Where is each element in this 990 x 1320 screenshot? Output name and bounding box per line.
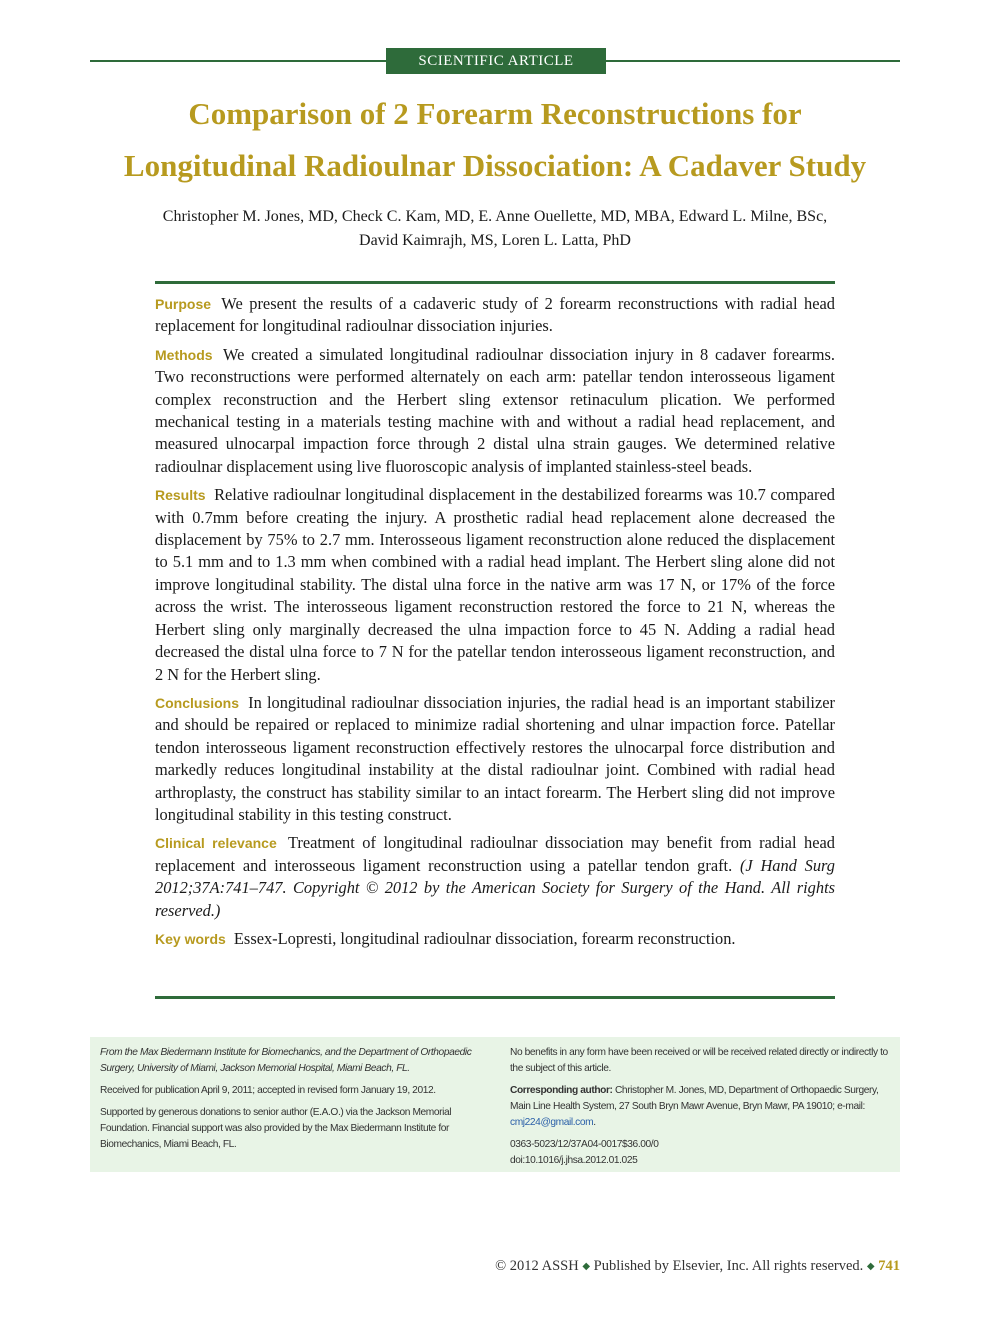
results-text: Relative radioulnar longitudinal displacement in the destabilized forearms was 10.7 compared with 0.7mm before creating the injury. A prosthetic radial head replacement alone decreased the displacement by 75% to 2.7 mm. Interosseous ligament reconstruction alone reduced the displacement to 5.1 mm and to 1.3 mm when combined with a radial head implant. The Herbert sling alone did not improve longitudinal stability. The distal ulna force in the native arm was 17 N, or 17% of the force across the wrist. The interosseous ligament reconstruction restored the force to 21 N, whereas the Herbert sling only marginally decreased the ulna impaction force to 45 N. Adding a radial head decreased the distal ulna force to 7 N for the patellar tendon interosseous ligament reconstruction, and 2 N for the Herbert sling. xyxy=(155,485,835,684)
footnote-left-column xyxy=(100,1045,480,1159)
purpose-text: We present the results of a cadaveric study of 2 forearm reconstructions with radial head replacement for longitudinal radioulnar dissociation injuries. xyxy=(155,294,835,336)
support-note: Supported by generous donations to senior author (E.A.O.) via the Jackson Memorial Foundation. Financial support was also provided by the Max Biedermann Institute for Biomechanics, Miami Beach, FL. xyxy=(100,1107,452,1150)
issn-text: 0363-5023/12/37A04-0017$36.00/0 xyxy=(510,1139,659,1150)
abstract-bottom-rule xyxy=(155,996,835,999)
benefits-note: No benefits in any form have been received or will be received related directly or indirectly to the subject of this article. xyxy=(510,1047,888,1074)
corresponding-text: Christopher M. Jones, MD, Department of Orthopaedic Surgery, Main Line Health System, 27 South Bryn Mawr Avenue, Bryn Mawr, PA 19010; e-mail: xyxy=(510,1085,879,1112)
conclusions-text: In longitudinal radioulnar dissociation injuries, the radial head is an important stabilizer and should be repaired or replaced to minimize radial shortening and ulnar impaction force. Patellar tendon interosseous ligament reconstruction effectively restores the ulnocarpal force distribution and markedly reduces longitudinal instability at the distal radioulnar joint. Combined with radial head arthroplasty, the construct has stability similar to an intact forearm. The Herbert sling did not improve longitudinal stability in this testing construct. xyxy=(155,692,835,824)
corresponding-note: Corresponding author: Christopher M. Jones, MD, Department of Orthopaedic Surgery, Main Line Health System, 27 South Bryn Mawr Avenue, Bryn Mawr, PA 19010; e-mail: cmj224@gmail.com. xyxy=(510,1085,879,1128)
article-title xyxy=(60,88,930,192)
footnote-box xyxy=(90,1037,900,1172)
section-badge: SCIENTIFIC ARTICLE xyxy=(386,48,606,74)
authors-line-1: Christopher M. Jones, MD, Check C. Kam, MD, E. Anne Ouellette, MD, MBA, Edward L. Milne, BSc, xyxy=(162,208,828,225)
results-label: Results xyxy=(155,487,206,504)
abstract xyxy=(155,293,835,956)
abstract-methods xyxy=(155,344,835,478)
authors-line-2: David Kaimrajh, MS, Loren L. Latta, PhD xyxy=(359,232,631,249)
copyright-text: © 2012 ASSH xyxy=(495,1258,579,1274)
footnote-right-column xyxy=(510,1045,892,1175)
issn-doi-note xyxy=(510,1137,892,1169)
email-link[interactable]: cmj224@gmail.com xyxy=(510,1117,594,1128)
abstract-clinical-relevance xyxy=(155,832,835,922)
abstract-keywords xyxy=(155,928,835,950)
corresponding-label: Corresponding author: xyxy=(510,1085,613,1096)
citation-text: (J Hand Surg 2012;37A:741–747. Copyright © 2012 by the American Society for Surgery of the Hand. All rights reserved.) xyxy=(155,855,835,920)
page-number: 741 xyxy=(878,1258,900,1274)
abstract-purpose xyxy=(155,293,835,338)
author-list xyxy=(90,205,900,253)
keywords-text: Essex-Lopresti, longitudinal radioulnar dissociation, forearm reconstruction. xyxy=(233,928,736,948)
received-note: Received for publication April 9, 2011; accepted in revised form January 19, 2012. xyxy=(100,1085,436,1096)
diamond-separator-icon: ◆ xyxy=(582,1261,591,1273)
keywords-label: Key words xyxy=(155,930,226,947)
methods-text: We created a simulated longitudinal radioulnar dissociation injury in 8 cadaver forearms. Two reconstructions were performed alternately on each arm: patellar tendon interosseous ligament complex reconstruction and the Herbert sling extensor retinaculum plication. We performed mechanical testing in a materials testing machine with and without a radial head replacement, and measured ulnocarpal impaction force through 2 distal ulna strain gauges. We determined relative radioulnar displacement using live fluoroscopic analysis of implanted stainless-steel beads. xyxy=(155,344,835,476)
abstract-results xyxy=(155,484,835,686)
abstract-conclusions xyxy=(155,692,835,826)
title-line-2: Longitudinal Radioulnar Dissociation: A Cadaver Study xyxy=(123,148,867,183)
doi-text: doi:10.1016/j.jhsa.2012.01.025 xyxy=(510,1155,638,1166)
abstract-top-rule xyxy=(155,281,835,284)
copyright-line xyxy=(495,1258,900,1275)
affiliation-note: From the Max Biedermann Institute for Biomechanics, and the Department of Orthopaedic Surgery, University of Miami, Jackson Memorial Hospital, Miami Beach, FL. xyxy=(100,1047,472,1074)
conclusions-label: Conclusions xyxy=(155,694,240,711)
methods-label: Methods xyxy=(155,346,213,363)
publisher-text: Published by Elsevier, Inc. All rights reserved. xyxy=(593,1258,864,1274)
title-line-1: Comparison of 2 Forearm Reconstructions for xyxy=(188,96,802,131)
diamond-separator-icon: ◆ xyxy=(866,1261,875,1273)
relevance-text: Treatment of longitudinal radioulnar dissociation may benefit from radial head replacement and interosseous ligament reconstruction using a patellar tendon graft. xyxy=(155,833,835,875)
relevance-label: Clinical relevance xyxy=(155,835,277,852)
purpose-label: Purpose xyxy=(155,296,212,312)
